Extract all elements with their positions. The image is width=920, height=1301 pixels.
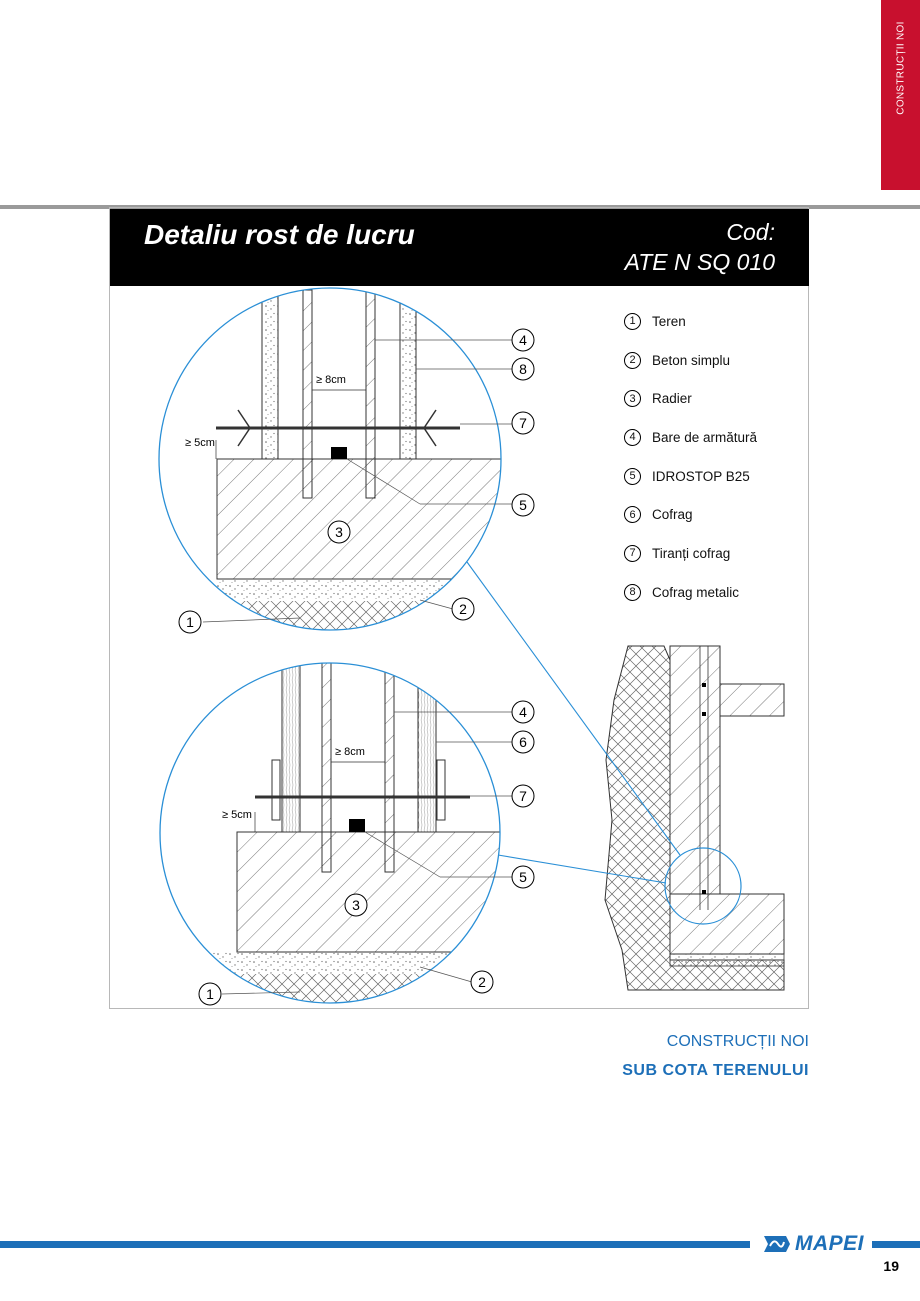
svg-text:3: 3 [335, 524, 343, 540]
legend-number: 3 [624, 390, 641, 407]
legend-number: 7 [624, 545, 641, 562]
legend-label: Radier [652, 391, 692, 407]
legend-label: Cofrag [652, 507, 693, 523]
legend-number: 1 [624, 313, 641, 330]
dim-spacing-bottom: ≥ 8cm [335, 746, 365, 758]
svg-text:4: 4 [519, 704, 527, 720]
svg-text:3: 3 [352, 897, 360, 913]
bottom-detail [210, 660, 510, 1014]
legend-item [624, 418, 757, 457]
footer-bar [0, 1241, 750, 1248]
svg-text:2: 2 [478, 974, 486, 990]
legend-label: IDROSTOP B25 [652, 468, 750, 484]
svg-text:7: 7 [519, 415, 527, 431]
svg-text:7: 7 [519, 788, 527, 804]
waterstop-bottom [349, 819, 365, 832]
section-tab-label: CONSTRUCȚII NOI [895, 21, 906, 115]
top-detail [216, 290, 507, 641]
category-line1: CONSTRUCȚII NOI [666, 1033, 809, 1050]
svg-text:6: 6 [519, 734, 527, 750]
code-label: Cod: [726, 219, 775, 245]
svg-text:2: 2 [459, 601, 467, 617]
legend-number: 6 [624, 506, 641, 523]
detail-title: Detaliu rost de lucru [144, 219, 415, 250]
mapei-brand: MAPEI [795, 1232, 865, 1255]
legend-item [624, 302, 757, 341]
legend-label: Cofrag metalic [652, 584, 740, 600]
legend-label: Teren [652, 313, 686, 329]
legend-item [624, 379, 757, 418]
svg-text:1: 1 [206, 986, 214, 1002]
dim-spacing-top: ≥ 8cm [316, 374, 346, 386]
category-line2: SUB COTA TERENULUI [622, 1062, 809, 1079]
legend-item [624, 341, 757, 380]
code-value: ATE N SQ 010 [624, 249, 775, 275]
svg-text:5: 5 [519, 497, 527, 513]
legend-item [624, 457, 757, 496]
page-number: 19 [883, 1258, 899, 1274]
dim-edge-bottom: ≥ 5cm [222, 809, 252, 821]
legend-number: 5 [624, 468, 641, 485]
dim-edge-top: ≥ 5cm [185, 437, 215, 449]
legend-label: Beton simplu [652, 352, 731, 368]
legend-item [624, 573, 757, 612]
legend [624, 302, 757, 612]
legend-item [624, 534, 757, 573]
legend-number: 8 [624, 584, 641, 601]
svg-text:5: 5 [519, 869, 527, 885]
legend-label: Tiranți cofrag [652, 545, 731, 561]
svg-text:8: 8 [519, 361, 527, 377]
svg-text:1: 1 [186, 614, 194, 630]
overview-section [467, 562, 784, 990]
waterstop-top [331, 447, 347, 459]
legend-number: 4 [624, 429, 641, 446]
legend-number: 2 [624, 352, 641, 369]
legend-item [624, 495, 757, 534]
svg-text:4: 4 [519, 332, 527, 348]
footer-bar-end [872, 1241, 920, 1248]
legend-label: Bare de armătură [652, 429, 758, 445]
